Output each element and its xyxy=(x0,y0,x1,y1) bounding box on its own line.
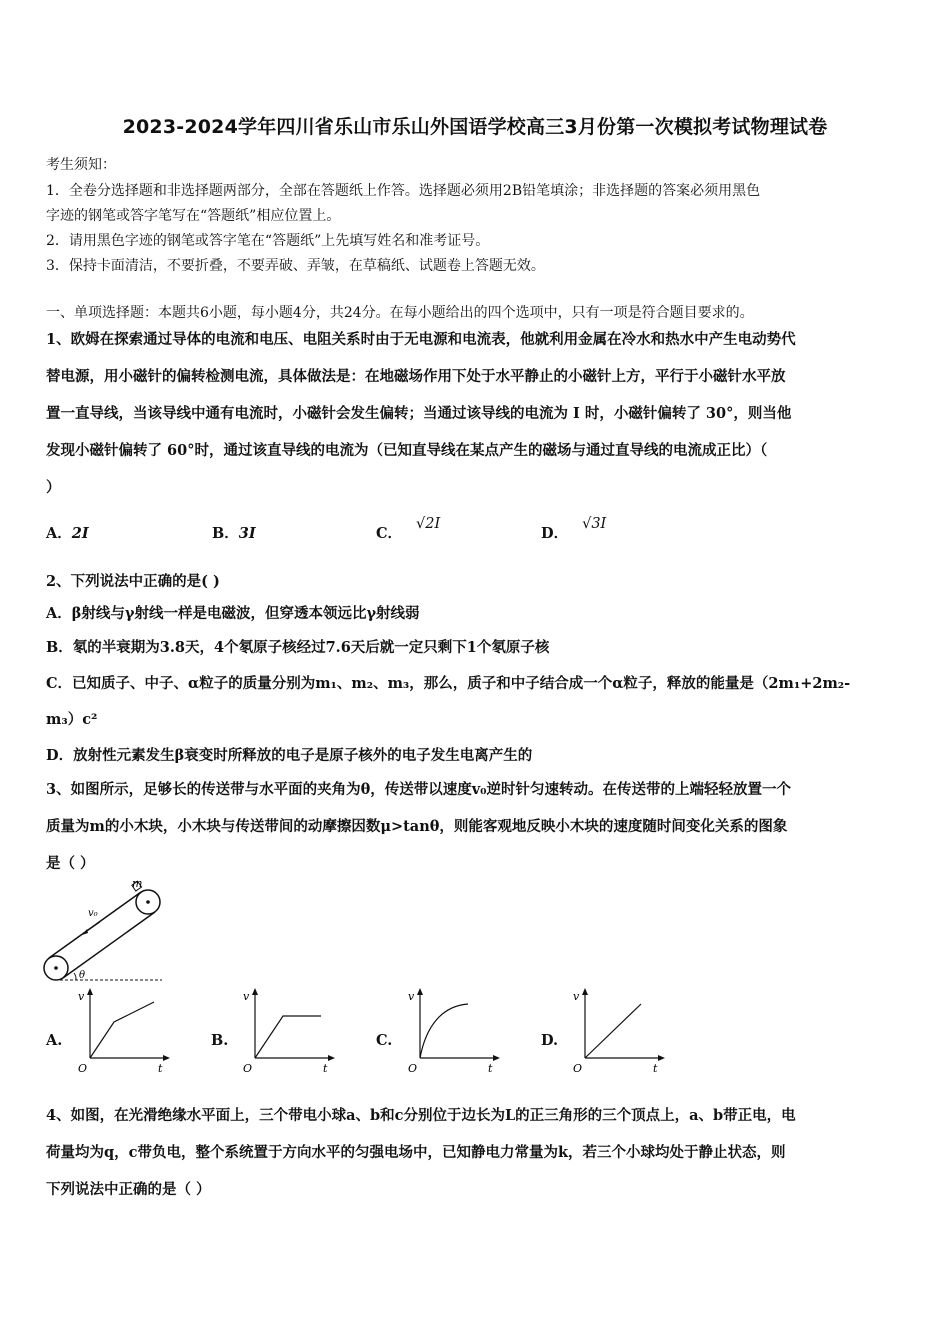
axis-y-label: v xyxy=(408,990,415,1003)
angle-arc xyxy=(74,973,76,980)
axis-x-label: t xyxy=(323,1062,328,1075)
option-value: 3I xyxy=(238,525,256,542)
section-heading: 一、单项选择题：本题共6小题，每小题4分，共24分。在每小题给出的四个选项中，只有一项是符合题目要求的。 xyxy=(46,305,754,321)
origin-label: O xyxy=(408,1062,418,1075)
q1-option-c xyxy=(376,516,441,543)
mass-label: m xyxy=(132,878,143,890)
bottom-pulley-axle xyxy=(54,966,58,970)
q4-stem-line: 下列说法中正确的是（ ） xyxy=(46,1181,211,1198)
option-label: D． xyxy=(541,525,569,542)
option-label: B． xyxy=(212,525,239,542)
q2-option-c: C．已知质子、中子、α粒子的质量分别为m₁、m₂、m₃，那么，质子和中子结合成一个α粒子，释放的能量是（2m₁+2m₂- xyxy=(46,675,851,692)
option-label: C． xyxy=(376,525,403,542)
q3-graph-label-c: C. xyxy=(376,1032,393,1049)
origin-label: O xyxy=(78,1062,88,1075)
q1-stem-line: 发现小磁针偏转了 60°时，通过该直导线的电流为（已知直导线在某点产生的磁场与通过直导线的电流成正比）（ xyxy=(46,442,768,459)
angle-label: θ xyxy=(79,970,86,981)
q4-stem-line: 荷量均为q，c带负电，整个系统置于方向水平的匀强电场中，已知静电力常量为k，若三个小球均处于静止状态，则 xyxy=(46,1144,786,1161)
notice-item: 字迹的钢笔或答字笔写在“答题纸”相应位置上。 xyxy=(46,208,341,224)
velocity-arrowhead xyxy=(82,929,88,935)
velocity-label: v₀ xyxy=(88,908,98,919)
graph-d xyxy=(567,986,667,1076)
graph-b xyxy=(237,986,337,1076)
axis-x-label: t xyxy=(653,1062,658,1075)
belt-lower xyxy=(63,912,155,978)
axis-y-label: v xyxy=(573,990,580,1003)
axis-x-label: t xyxy=(488,1062,493,1075)
option-value: √2I xyxy=(416,516,441,532)
q3-stem-line: 质量为m的小木块，小木块与传送带间的动摩擦因数μ>tanθ，则能客观地反映小木块的速度随时间变化关系的图象 xyxy=(46,818,788,835)
q3-graph-label-a: A. xyxy=(46,1032,63,1049)
option-value: √3I xyxy=(582,516,607,532)
top-pulley-axle xyxy=(146,900,150,904)
q2-option-d: D．放射性元素发生β衰变时所释放的电子是原子核外的电子发生电离产生的 xyxy=(46,747,533,764)
velocity-curve xyxy=(420,1004,468,1058)
page-title: 2023-2024学年四川省乐山市乐山外国语学校高三3月份第一次模拟考试物理试卷 xyxy=(122,116,828,138)
notice-heading: 考生须知： xyxy=(46,157,116,173)
q1-option-b xyxy=(212,522,256,543)
q1-stem-line: 1、欧姆在探索通过导体的电流和电压、电阻关系时由于无电源和电流表，他就利用金属在冷水和热水中产生电动势代 xyxy=(46,331,796,348)
q3-stem-line: 3、如图所示，足够长的传送带与水平面的夹角为θ，传送带以速度v₀逆时针匀速转动。在传送带的上端轻轻放置一个 xyxy=(46,781,792,798)
q2-option-a: A．β射线与γ射线一样是电磁波，但穿透本领远比γ射线弱 xyxy=(46,605,420,622)
q3-graph-label-d: D. xyxy=(541,1032,559,1049)
notice-item: 2．请用黑色字迹的钢笔或答字笔在“答题纸”上先填写姓名和准考证号。 xyxy=(46,233,490,249)
origin-label: O xyxy=(243,1062,253,1075)
notice-item: 3．保持卡面清洁，不要折叠，不要弄破、弄皱，在草稿纸、试题卷上答题无效。 xyxy=(46,258,545,274)
q3-stem-line: 是（ ） xyxy=(46,855,95,872)
q1-stem-line: 替电源，用小磁针的偏转检测电流，具体做法是：在地磁场作用下处于水平静止的小磁针上方，平行于小磁针水平放 xyxy=(46,368,786,385)
notice-item: 1．全卷分选择题和非选择题两部分，全部在答题纸上作答。选择题必须用2B铅笔填涂；非选择题的答案必须用黑色 xyxy=(46,183,761,199)
axis-x-label: t xyxy=(158,1062,163,1075)
option-value: 2I xyxy=(71,525,89,542)
q3-graph-label-b: B. xyxy=(211,1032,229,1049)
origin-label: O xyxy=(573,1062,583,1075)
q2-option-c-cont: m₃）c² xyxy=(46,711,98,728)
graph-c xyxy=(402,986,502,1076)
velocity-curve xyxy=(585,1004,641,1058)
graph-a xyxy=(72,986,172,1076)
q4-stem-line: 4、如图，在光滑绝缘水平面上，三个带电小球a、b和c分别位于边长为L的正三角形的三个顶点上，a、b带正电，电 xyxy=(46,1107,796,1124)
q1-stem-line: 置一直导线，当该导线中通有电流时，小磁针会发生偏转；当通过该导线的电流为 I 时，小磁针偏转了 30°，则当他 xyxy=(46,405,792,422)
option-label: A． xyxy=(46,525,72,542)
q2-stem: 2、下列说法中正确的是( ) xyxy=(46,573,220,590)
velocity-curve xyxy=(255,1016,321,1058)
q2-option-b: B．氡的半衰期为3.8天，4个氡原子核经过7.6天后就一定只剩下1个氡原子核 xyxy=(46,639,550,656)
q1-option-d xyxy=(541,516,607,543)
velocity-curve xyxy=(90,1002,154,1058)
q1-option-a xyxy=(46,522,89,543)
axis-y-label: v xyxy=(243,990,250,1003)
axis-y-label: v xyxy=(78,990,85,1003)
conveyor-belt-figure xyxy=(40,878,180,988)
q1-stem-line: ） xyxy=(46,479,61,496)
